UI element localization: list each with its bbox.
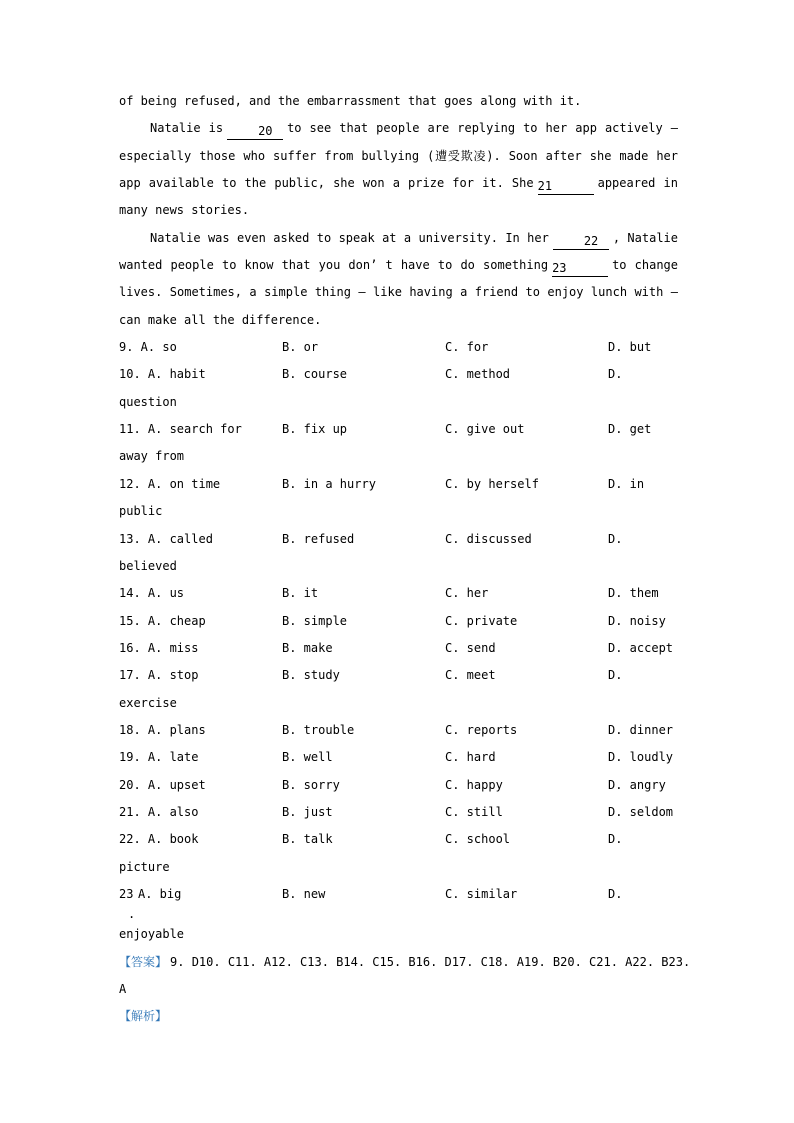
option-a-cell: 12. A. on time <box>119 476 221 491</box>
question-row-17 <box>119 662 678 689</box>
option-a-cell: 14. A. us <box>119 586 185 601</box>
question-row-23 <box>119 881 678 921</box>
option-d-cell: D. <box>608 668 623 683</box>
question-row-11 <box>119 416 678 443</box>
passage-line: especially those who suffer from bullying (遭受欺凌). Soon after she made her <box>119 148 678 163</box>
option-a-cell: 10. A. habit <box>119 367 206 382</box>
option-b-cell: B. sorry <box>282 777 340 792</box>
question-row-15 <box>119 608 678 635</box>
cloze-passage <box>119 88 678 334</box>
option-b-cell: B. it <box>282 586 319 601</box>
option-a-cell: 19. A. late <box>119 750 199 765</box>
option-d-cell: D. <box>608 367 623 382</box>
cloze-blank-23: 23 <box>552 261 608 277</box>
option-continuation: away from <box>119 449 185 464</box>
option-continuation: enjoyable <box>119 927 185 942</box>
option-c-cell: C. discussed <box>445 531 532 546</box>
option-a-text: A. big <box>138 886 182 901</box>
option-b-cell: B. fix up <box>282 422 348 437</box>
passage-line: many news stories. <box>119 203 250 218</box>
option-b-cell: B. make <box>282 640 333 655</box>
option-a-cell: 21. A. also <box>119 804 199 819</box>
option-c-cell: C. still <box>445 804 503 819</box>
option-a-cell: 11. A. search for <box>119 422 242 437</box>
option-d-cell: D. noisy <box>608 613 666 628</box>
passage-text: app available to the public, she won a prize for it. She <box>119 176 534 191</box>
option-c-cell: C. school <box>445 832 511 847</box>
option-b-cell: B. simple <box>282 613 348 628</box>
option-d-cell: D. in <box>608 476 645 491</box>
question-list <box>119 334 678 949</box>
analysis-tag: 【解析】 <box>119 1009 168 1024</box>
question-row-12 <box>119 471 678 498</box>
option-c-cell: C. similar <box>445 886 518 901</box>
option-a-cell: 16. A. miss <box>119 640 199 655</box>
analysis-heading <box>119 1003 678 1030</box>
passage-text: to see that people are replying to her app actively — <box>287 121 679 136</box>
option-c-cell: C. happy <box>445 777 503 792</box>
question-row-9 <box>119 334 678 361</box>
passage-line: lives. Sometimes, a simple thing — like having a friend to enjoy lunch with — <box>119 285 678 300</box>
option-c-cell: C. method <box>445 367 511 382</box>
question-number-stack <box>119 881 138 921</box>
option-continuation: believed <box>119 558 177 573</box>
passage-text: appeared in <box>597 176 678 191</box>
option-c-cell: C. give out <box>445 422 525 437</box>
option-a-cell: 20. A. upset <box>119 777 206 792</box>
passage-text: wanted people to know that you don’ t have to do something <box>119 258 549 273</box>
answer-key <box>119 949 691 1004</box>
option-continuation: picture <box>119 859 170 874</box>
question-number-period: . <box>128 907 136 922</box>
option-d-cell: D. dinner <box>608 722 674 737</box>
cloze-blank-20: 20 <box>227 124 283 140</box>
option-a-cell: 15. A. cheap <box>119 613 206 628</box>
question-row-20 <box>119 772 678 799</box>
passage-line <box>119 252 678 279</box>
question-number: 23 <box>119 886 134 901</box>
option-b-cell: B. talk <box>282 832 333 847</box>
option-continuation: exercise <box>119 695 177 710</box>
option-c-cell: C. reports <box>445 722 518 737</box>
option-c-cell: C. private <box>445 613 518 628</box>
option-a-cell: 9. A. so <box>119 340 177 355</box>
option-b-cell: B. trouble <box>282 722 355 737</box>
option-d-cell: D. get <box>608 422 652 437</box>
passage-line <box>119 170 678 197</box>
answer-key-line-2: A <box>119 982 127 996</box>
option-d-cell: D. seldom <box>608 804 674 819</box>
option-b-cell: B. course <box>282 367 348 382</box>
option-b-cell: B. just <box>282 804 333 819</box>
option-b-cell: B. study <box>282 668 340 683</box>
option-d-cell: D. angry <box>608 777 666 792</box>
option-d-cell: D. <box>608 886 623 901</box>
passage-line <box>119 225 678 252</box>
answer-key-text: 9. D10. C11. A12. C13. B14. C15. B16. D17. C18. A19. B20. C21. A22. B23. <box>170 954 691 969</box>
passage-text: to change <box>612 258 678 273</box>
option-a-cell: 13. A. called <box>119 531 213 546</box>
passage-text: Natalie was even asked to speak at a university. In her <box>150 230 549 245</box>
question-row-19 <box>119 744 678 771</box>
option-d-cell: D. loudly <box>608 750 674 765</box>
option-a-cell <box>119 881 282 921</box>
passage-text: Natalie is <box>150 121 224 136</box>
question-row-21 <box>119 799 678 826</box>
answer-key-tag: 【答案】 <box>119 954 168 969</box>
option-d-cell: D. them <box>608 586 659 601</box>
option-b-cell: B. in a hurry <box>282 476 376 491</box>
option-c-cell: C. meet <box>445 668 496 683</box>
option-c-cell: C. hard <box>445 750 496 765</box>
option-continuation: public <box>119 504 163 519</box>
option-b-cell: B. refused <box>282 531 355 546</box>
question-row-16 <box>119 635 678 662</box>
answer-key-line-1 <box>119 949 691 976</box>
option-c-cell: C. send <box>445 640 496 655</box>
question-row-22 <box>119 826 678 853</box>
passage-line: can make all the difference. <box>119 312 322 327</box>
option-c-cell: C. for <box>445 340 489 355</box>
option-a-cell: 22. A. book <box>119 832 199 847</box>
option-a-cell: 18. A. plans <box>119 722 206 737</box>
passage-text: , Natalie <box>612 230 678 245</box>
cloze-blank-21: 21 <box>538 179 594 195</box>
option-c-cell: C. by herself <box>445 476 539 491</box>
option-d-cell: D. <box>608 832 623 847</box>
option-b-cell: B. new <box>282 886 326 901</box>
question-row-13 <box>119 526 678 553</box>
passage-line <box>119 115 678 142</box>
question-row-14 <box>119 580 678 607</box>
option-d-cell: D. accept <box>608 640 674 655</box>
question-row-18 <box>119 717 678 744</box>
passage-line: of being refused, and the embarrassment that goes along with it. <box>119 94 582 108</box>
option-d-cell: D. but <box>608 340 652 355</box>
option-b-cell: B. or <box>282 340 319 355</box>
option-d-cell: D. <box>608 531 623 546</box>
cloze-blank-22: 22 <box>553 234 609 250</box>
option-continuation: question <box>119 394 177 409</box>
option-a-cell: 17. A. stop <box>119 668 199 683</box>
question-row-10 <box>119 361 678 388</box>
option-b-cell: B. well <box>282 750 333 765</box>
option-c-cell: C. her <box>445 586 489 601</box>
